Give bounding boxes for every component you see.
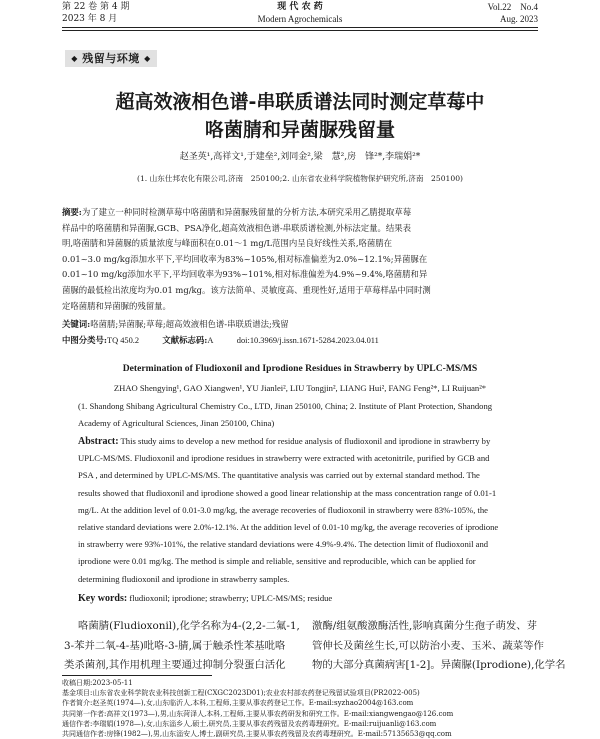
header-volume-en: Vol.22 No.4 <box>487 2 538 12</box>
keywords-cn-label: 关键词: <box>62 319 91 329</box>
abstract-cn <box>62 205 538 314</box>
keywords-en <box>78 590 538 607</box>
footnote-received: 收稿日期:2023-05-11 <box>62 679 133 687</box>
abstract-cn-line: 菌脲的最低检出浓度均为0.01 mg/kg。该方法简单、灵敏度高、重现性好,适用于草莓样品中同时测 <box>62 284 431 295</box>
section-tag <box>65 50 157 67</box>
header-date-cn: 2023 年 8 月 <box>62 14 118 24</box>
abstract-en-line: iprodione were 0.01 mg/kg. The method is simple and reliable, sensitive and reproducible, which can be applied for <box>78 556 476 567</box>
section-tag-label: 残留与环境 <box>82 52 140 65</box>
affiliation-cn: (1. 山东仕邦农化有限公司,济南 250100;2. 山东省农业科学院植物保护研究所,济南 250100) <box>136 174 463 183</box>
abstract-en-line: UPLC-MS/MS. Fludioxonil and iprodione residues in strawberry were extracted with acetonitrile, purified by GCB and <box>78 453 490 464</box>
affiliation-en-line: Academy of Agricultural Sciences, Jinan 250100, China) <box>78 417 275 428</box>
body-column-left <box>64 617 300 676</box>
abstract-en-line: This study aims to develop a new method for residue analysis of fludioxonil and iprodione in strawberry by <box>120 436 491 446</box>
paper-title-cn-line1: 超高效液相色谱-串联质谱法同时测定草莓中 <box>115 91 485 113</box>
abstract-cn-line: 0.01~10 mg/kg添加水平下,平均回收率为93%~101%,相对标准偏差为4.9%~9.4%,咯菌腈和异 <box>62 269 428 280</box>
body-line: 激酶/组氨酸激酶活性,影响真菌分生孢子萌发、芽 <box>312 620 538 632</box>
abstract-en-line: PSA , and determined by UPLC-MS/MS. The quantitative analysis was carried out by external standard method. The <box>78 470 480 481</box>
abstract-cn-line: 明,咯菌腈和异菌脲的质量浓度与峰面积在0.01～1 mg/L范围内呈良好线性关系,咯菌腈在 <box>62 238 393 249</box>
keywords-cn <box>62 317 538 333</box>
header-date-en: Aug. 2023 <box>500 14 538 24</box>
abstract-en-line: in strawberry were 93%-101%, the relative standard deviations were 4.9%-9.4%. The detection limit of fludioxonil and <box>78 539 489 550</box>
footnote-corresponding: 通信作者:李瑞娟(1978—),女,山东淄乡人,硕士,研究员,主要从事农药残留及农药毒理研究。E-mail:ruijuanli@163.com <box>62 719 437 728</box>
paper-title-en: Determination of Fludioxonil and Iprodione Residues in Strawberry by UPLC-MS/MS <box>122 363 478 374</box>
header-rule-thin <box>62 30 538 31</box>
footnote-author: 作者简介:赵圣英(1974—),女,山东临沂人,本科,工程师,主要从事农药登记工作。E-mail:syzhao2004@163.com <box>62 699 414 708</box>
paper-title-cn-line2: 咯菌腈和异菌脲残留量 <box>204 119 395 141</box>
classification-line <box>62 333 538 349</box>
footnote-co-first-author: 共同第一作者:高祥文(1973—),男,山东菏泽人,本科,工程师,主要从事农药研发和研究工作。E-mail:xiangwengao@126.com <box>62 709 454 718</box>
body-line: 物的大部分真菌病害[1-2]。异菌脲(Iprodione),化学名 <box>312 659 566 671</box>
diamond-icon: ◆ <box>144 54 151 63</box>
doc-code-label: 文献标志码: <box>162 335 208 345</box>
abstract-en-line: results showed that fludioxonil and iprodione showed a good linear relationship at the mass concentration range of 0.01-1 <box>78 487 497 498</box>
body-line: 3-苯并二氧-4-基)吡咯-3-腈,属于触杀性苯基吡咯 <box>64 639 286 652</box>
body-line: 类杀菌剂,其作用机理主要通过抑制分裂蛋白活化 <box>64 659 286 671</box>
header-journal-cn: 现 代 农 药 <box>277 2 323 12</box>
abstract-en-line: determining fludioxonil and iprodione in strawberry samples. <box>78 573 290 584</box>
doc-code: A <box>207 336 214 345</box>
clc-label: 中图分类号: <box>62 335 107 345</box>
footnote-co-corresponding: 共同通信作者:房锋(1982—),男,山东淄安人,博士,副研究员,主要从事农药残留及农药毒理研究。E-mail:57135653@qq.com <box>62 730 452 739</box>
abstract-en <box>78 433 538 588</box>
abstract-en-line: mg/L. At the addition level of 0.01-3.0 mg/kg, the average recoveries of fludioxonil in strawberry were 83%-105%, the <box>78 504 488 515</box>
keywords-en-text: fludioxonil; iprodione; strawberry; UPLC-MS/MS; residue <box>129 593 333 603</box>
header-rule <box>62 27 538 28</box>
abstract-cn-line: 为了建立一种同时检测草莓中咯菌腈和异菌脲残留量的分析方法,本研究采用乙腈提取草莓 <box>81 207 412 217</box>
footnote-rule <box>62 675 212 676</box>
authors-cn: 赵圣英¹,高祥文¹,于建垒²,刘同金²,梁 慧²,房 锋²*,李瑞娟²* <box>179 152 421 162</box>
abstract-en-label: Abstract: <box>78 436 119 447</box>
doi-value: 10.3969/j.issn.1671-5284.2023.04.011 <box>249 336 379 345</box>
keywords-cn-text: 咯菌腈;异菌脲;草莓;超高效液相色谱-串联质谱法;残留 <box>90 319 289 329</box>
keywords-en-label: Key words: <box>78 593 128 604</box>
abstract-cn-line: 0.01~3.0 mg/kg添加水平下,平均回收率为83%~105%,相对标准偏差为2.0%~12.1%;异菌脲在 <box>62 253 428 264</box>
footnote-funding: 基金项目:山东省农业科学院农业科技创新工程(CXGC2023D01);农业农村部农药登记残留试验项目(PR2022-005) <box>62 689 420 698</box>
affiliation-en-line: (1. Shandong Shibang Agricultural Chemistry Co., LTD, Jinan 250100, China; 2. Institute of Plant Protection, Shandong <box>78 401 493 411</box>
diamond-icon: ◆ <box>71 54 78 63</box>
abstract-cn-line: 定咯菌腈和异菌脲的残留量。 <box>62 300 171 311</box>
abstract-cn-label: 摘要: <box>62 207 82 217</box>
affiliation-en <box>78 398 548 431</box>
body-line: 咯菌腈(Fludioxonil),化学名称为4-(2,2-二氟-1, <box>78 620 300 632</box>
header-journal-en: Modern Agrochemicals <box>257 14 343 24</box>
footnotes <box>62 678 542 739</box>
clc-number: TQ 450.2 <box>106 336 140 345</box>
doi-label: doi: <box>236 336 250 345</box>
abstract-cn-line: 样品中的咯菌腈和异菌脲,GCB、PSA净化,超高效液相色谱-串联质谱检测,外标法定量。结果表 <box>62 222 411 233</box>
authors-en: ZHAO Shengying¹, GAO Xiangwen¹, YU Jianlei², LIU Tongjin², LIANG Hui², FANG Feng²*, LI Ruijuan²* <box>113 383 487 393</box>
header-volume-cn: 第 22 卷 第 4 期 <box>62 2 130 12</box>
abstract-en-line: relative standard deviations were 2.0%-12.1%. At the addition level of 0.01-10 mg/kg, the average recoveries of iprodione <box>78 522 499 533</box>
body-line: 管伸长及菌丝生长,可以防治小麦、玉米、蔬菜等作 <box>312 639 544 652</box>
body-column-right <box>312 617 566 676</box>
